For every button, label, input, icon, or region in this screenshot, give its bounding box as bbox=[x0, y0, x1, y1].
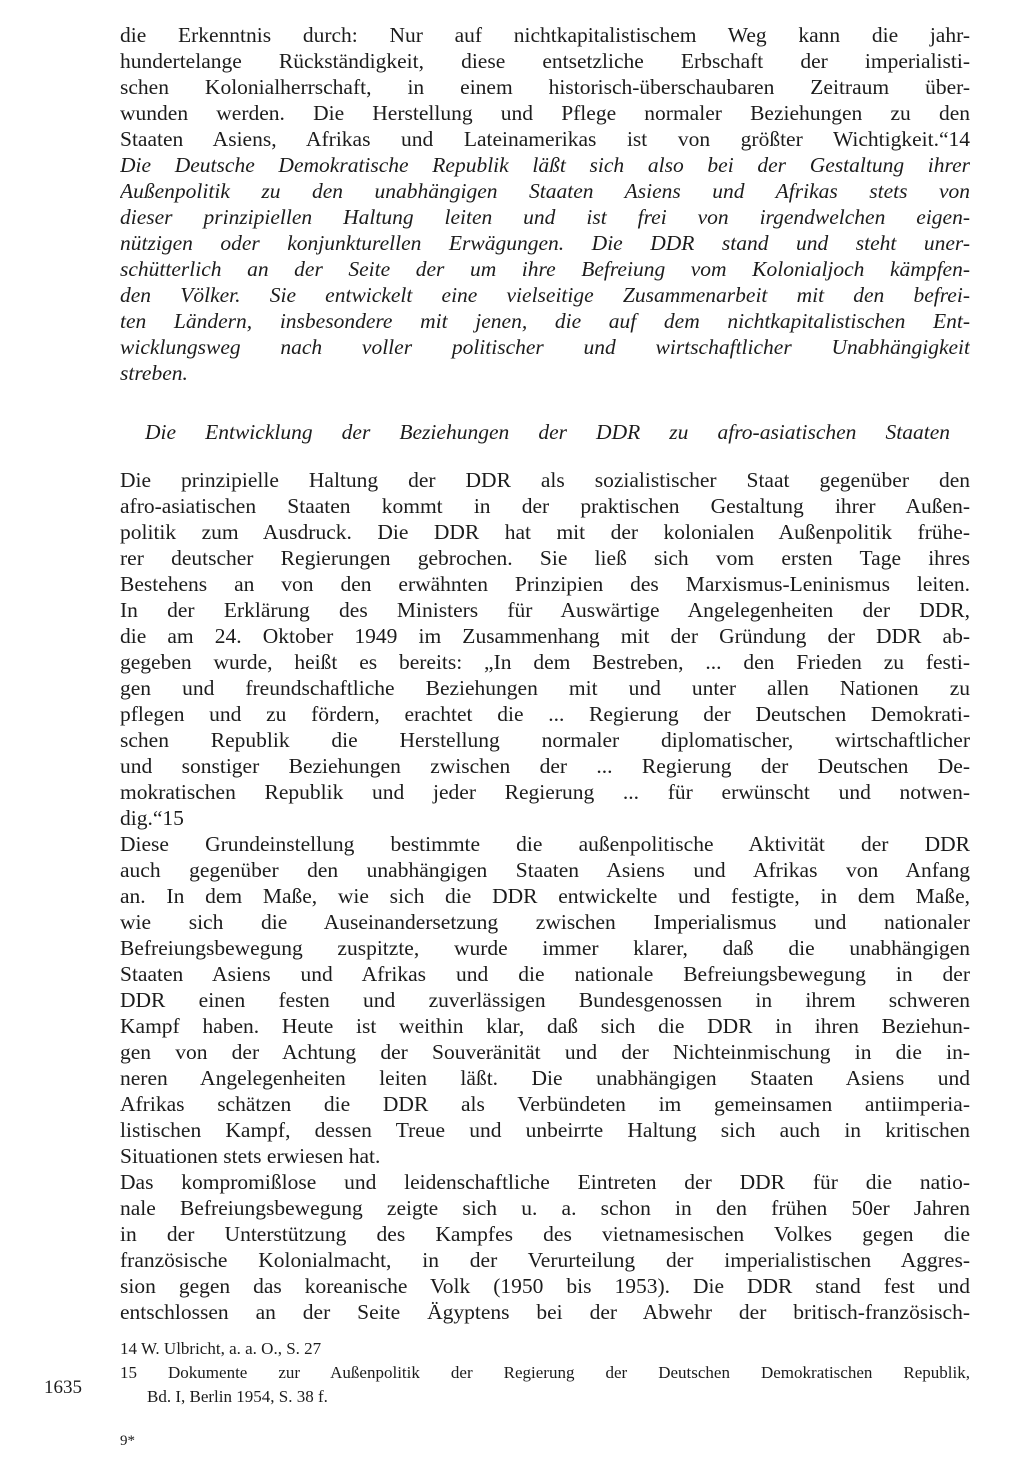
italic-text-line: dieser prinzipiellen Haltung leiten und ist frei von irgendwelchen eigen- bbox=[120, 205, 970, 229]
text-line: Die prinzipielle Haltung der DDR als sozialistischer Staat gegenüber den bbox=[120, 468, 970, 492]
text-line: afro-asiatischen Staaten kommt in der praktischen Gestaltung ihrer Außen- bbox=[120, 494, 970, 518]
text-line: Afrikas schätzen die DDR als Verbündeten im gemeinsamen antiimperia- bbox=[120, 1092, 970, 1116]
italic-text-line: schütterlich an der Seite der um ihre Befreiung vom Kolonialjoch kämpfen- bbox=[120, 257, 970, 281]
text-line: neren Angelegenheiten leiten läßt. Die unabhängigen Staaten Asiens und bbox=[120, 1066, 970, 1090]
text-line: politik zum Ausdruck. Die DDR hat mit der kolonialen Außenpolitik frühe- bbox=[120, 520, 970, 544]
text-line: listischen Kampf, dessen Treue und unbeirrte Haltung sich auch in kritischen bbox=[120, 1118, 970, 1142]
text-line: wunden werden. Die Herstellung und Pflege normaler Beziehungen zu den bbox=[120, 101, 970, 125]
text-line: in der Unterstützung des Kampfes des vietnamesischen Volkes gegen die bbox=[120, 1222, 970, 1246]
text-line: sion gegen das koreanische Volk (1950 bis 1953). Die DDR stand fest und bbox=[120, 1274, 970, 1298]
text-line: Situationen stets erwiesen hat. bbox=[120, 1144, 381, 1168]
text-line: gen und freundschaftliche Beziehungen mit und unter allen Nationen zu bbox=[120, 676, 970, 700]
text-line: Das kompromißlose und leidenschaftliche Eintreten der DDR für die natio- bbox=[120, 1170, 970, 1194]
text-line: dig.“15 bbox=[120, 806, 184, 830]
text-line: französische Kolonialmacht, in der Verurteilung der imperialistischen Aggres- bbox=[120, 1248, 970, 1272]
text-line: die Erkenntnis durch: Nur auf nichtkapitalistischem Weg kann die jahr- bbox=[120, 23, 970, 47]
text-line: Staaten Asiens und Afrikas und die nationale Befreiungsbewegung in der bbox=[120, 962, 970, 986]
text-line: hundertelange Rückständigkeit, diese entsetzliche Erbschaft der imperialisti- bbox=[120, 49, 970, 73]
text-line: schen Republik die Herstellung normaler diplomatischer, wirtschaftlicher bbox=[120, 728, 970, 752]
text-line: Befreiungsbewegung zuspitzte, wurde immer klarer, daß die unabhängigen bbox=[120, 936, 970, 960]
text-line: gegeben wurde, heißt es bereits: „In dem Bestreben, ... den Frieden zu festi- bbox=[120, 650, 970, 674]
italic-text-line: ten Ländern, insbesondere mit jenen, die auf dem nichtkapitalistischen Ent- bbox=[120, 309, 970, 333]
text-line: an. In dem Maße, wie sich die DDR entwickelte und festigte, in dem Maße, bbox=[120, 884, 970, 908]
text-line: In der Erklärung des Ministers für Auswärtige Angelegenheiten der DDR, bbox=[120, 598, 970, 622]
section-heading: Die Entwicklung der Beziehungen der DDR zu afro-asiatischen Staaten bbox=[145, 420, 950, 444]
italic-text-line: den Völker. Sie entwickelt eine vielseitige Zusammenarbeit mit den befrei- bbox=[120, 283, 970, 307]
text-line: gen von der Achtung der Souveränität und der Nichteinmischung in die in- bbox=[120, 1040, 970, 1064]
text-line: mokratischen Republik und jeder Regierung ... für erwünscht und notwen- bbox=[120, 780, 970, 804]
text-line: Staaten Asiens, Afrikas und Lateinamerikas ist von größter Wichtigkeit.“14 bbox=[120, 127, 970, 151]
text-line: schen Kolonialherrschaft, in einem historisch-überschaubaren Zeitraum über- bbox=[120, 75, 970, 99]
text-line: Diese Grundeinstellung bestimmte die außenpolitische Aktivität der DDR bbox=[120, 832, 970, 856]
text-line: Kampf haben. Heute ist weithin klar, daß sich die DDR in ihren Beziehun- bbox=[120, 1014, 970, 1038]
page-number: 1635 bbox=[44, 1377, 82, 1398]
text-line: rer deutscher Regierungen gebrochen. Sie ließ sich vom ersten Tage ihres bbox=[120, 546, 970, 570]
footnote: 15 Dokumente zur Außenpolitik der Regierung der Deutschen Demokratischen Republik, bbox=[120, 1363, 970, 1382]
text-line: wie sich die Auseinandersetzung zwischen Imperialismus und nationaler bbox=[120, 910, 970, 934]
signature-mark: 9* bbox=[120, 1433, 135, 1449]
text-line: DDR einen festen und zuverlässigen Bundesgenossen in ihrem schweren bbox=[120, 988, 970, 1012]
footnote-continuation: Bd. I, Berlin 1954, S. 38 f. bbox=[147, 1387, 328, 1406]
text-line: pflegen und zu fördern, erachtet die ... Regierung der Deutschen Demokrati- bbox=[120, 702, 970, 726]
italic-text-line: wicklungsweg nach voller politischer und wirtschaftlicher Unabhängigkeit bbox=[120, 335, 970, 359]
text-line: nale Befreiungsbewegung zeigte sich u. a. schon in den frühen 50er Jahren bbox=[120, 1196, 970, 1220]
italic-text-line: Außenpolitik zu den unabhängigen Staaten Asiens und Afrikas stets von bbox=[120, 179, 970, 203]
italic-text-line: streben. bbox=[120, 361, 188, 385]
text-line: auch gegenüber den unabhängigen Staaten Asiens und Afrikas von Anfang bbox=[120, 858, 970, 882]
italic-text-line: Die Deutsche Demokratische Republik läßt sich also bei der Gestaltung ihrer bbox=[120, 153, 970, 177]
footnote: 14 W. Ulbricht, a. a. O., S. 27 bbox=[120, 1339, 322, 1358]
text-line: entschlossen an der Seite Ägyptens bei der Abwehr der britisch-französisch- bbox=[120, 1300, 970, 1324]
text-line: Bestehens an von den erwähnten Prinzipien des Marxismus-Leninismus leiten. bbox=[120, 572, 970, 596]
text-line: die am 24. Oktober 1949 im Zusammenhang mit der Gründung der DDR ab- bbox=[120, 624, 970, 648]
italic-text-line: nützigen oder konjunkturellen Erwägungen. Die DDR stand und steht uner- bbox=[120, 231, 970, 255]
text-line: und sonstiger Beziehungen zwischen der ... Regierung der Deutschen De- bbox=[120, 754, 970, 778]
